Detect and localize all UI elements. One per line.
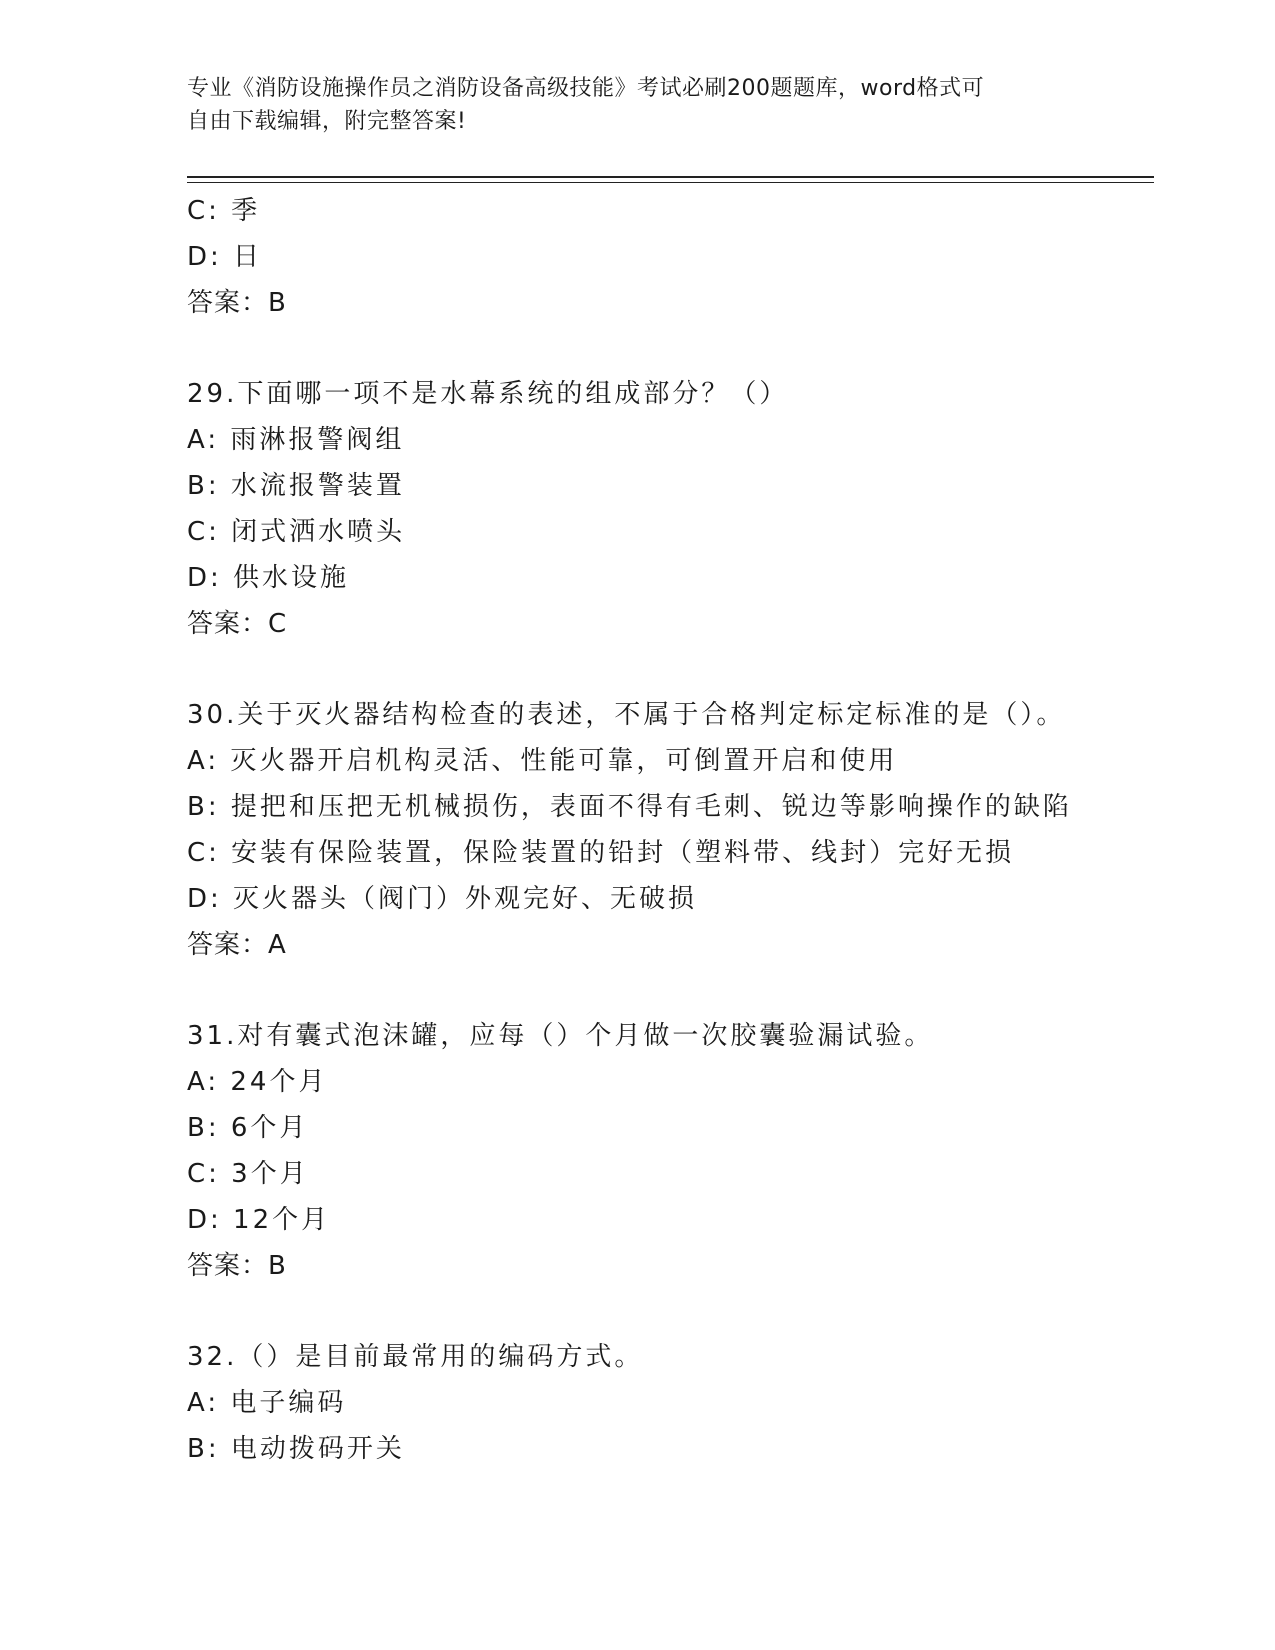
option-a: A: 24个月 — [187, 1067, 328, 1097]
option-a: A: 雨淋报警阀组 — [187, 425, 405, 455]
answer-line: 答案：B — [187, 1251, 287, 1281]
option-d: D: 供水设施 — [187, 563, 350, 593]
question-31 — [187, 1013, 1147, 1289]
question-stem: 32.（）是目前最常用的编码方式。 — [187, 1342, 644, 1372]
question-content — [187, 188, 1147, 1472]
option-d: D: 12个月 — [187, 1205, 331, 1235]
header-line-2: 自由下载编辑，附完整答案! — [187, 109, 467, 134]
answer-line: 答案：A — [187, 930, 287, 960]
option-b: B: 提把和压把无机械损伤，表面不得有毛刺、锐边等影响操作的缺陷 — [187, 792, 1072, 822]
option-b: B: 6个月 — [187, 1113, 309, 1143]
document-header — [187, 72, 1067, 138]
option-c: C: 季 — [187, 196, 261, 226]
header-line-1: 专业《消防设施操作员之消防设备高级技能》考试必刷200题题库，word格式可 — [187, 76, 985, 101]
option-b: B: 水流报警装置 — [187, 471, 405, 501]
option-a: A: 电子编码 — [187, 1388, 347, 1418]
option-d: D: 灭火器头（阀门）外观完好、无破损 — [187, 884, 698, 914]
option-a: A: 灭火器开启机构灵活、性能可靠，可倒置开启和使用 — [187, 746, 898, 776]
option-c: C: 安装有保险装置，保险装置的铅封（塑料带、线封）完好无损 — [187, 838, 1015, 868]
question-stem: 31.对有囊式泡沫罐，应每（）个月做一次胶囊验漏试验。 — [187, 1021, 934, 1051]
answer-line: 答案：C — [187, 609, 288, 639]
question-stem: 29.下面哪一项不是水幕系统的组成部分？（） — [187, 379, 789, 409]
answer-line: 答案：B — [187, 288, 287, 318]
spacer — [187, 968, 1147, 1013]
option-c: C: 3个月 — [187, 1159, 309, 1189]
spacer — [187, 1289, 1147, 1334]
question-stem: 30.关于灭火器结构检查的表述，不属于合格判定标定标准的是（）。 — [187, 700, 1066, 730]
option-d: D: 日 — [187, 242, 263, 272]
question-30 — [187, 692, 1147, 968]
spacer — [187, 647, 1147, 692]
question-28-fragment — [187, 188, 1147, 326]
question-29 — [187, 371, 1147, 647]
header-divider-thick — [187, 176, 1154, 178]
option-b: B: 电动拨码开关 — [187, 1434, 405, 1464]
option-c: C: 闭式洒水喷头 — [187, 517, 406, 547]
spacer — [187, 326, 1147, 371]
header-divider-thin — [187, 182, 1154, 183]
question-32 — [187, 1334, 1147, 1472]
